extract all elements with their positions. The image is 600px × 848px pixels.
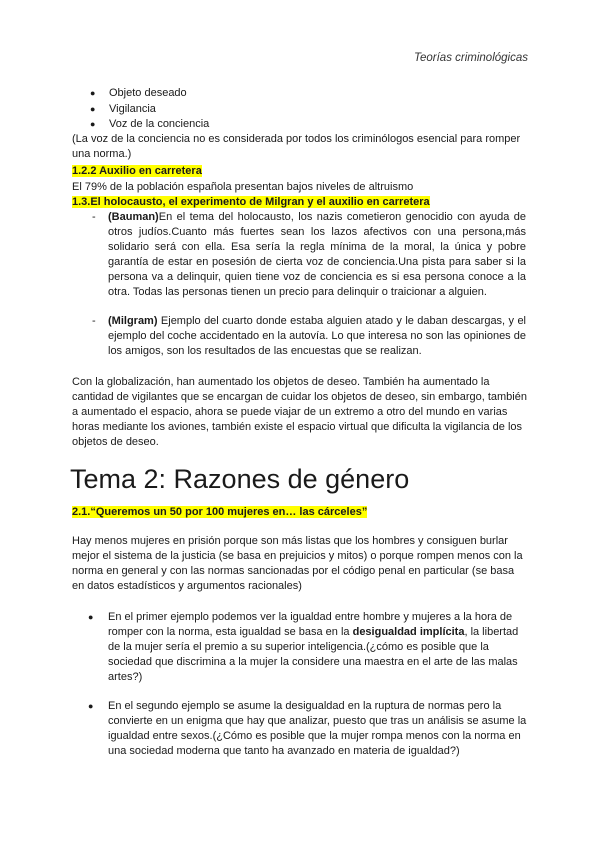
bullet-icon: ● [88,612,94,622]
bullet-icon: ● [90,88,96,98]
bauman-item: - (Bauman)En el tema del holocausto, los nazis cometieron genocidio con ayuda de otros judíos.Cuanto más fuertes sean los lazos afectivos con una persona,más solidario será con ella. Esa sería la regla mínima de la moral, la única y pobre garantía de estar en posesión de cierta voz de conciencia.Una pista para saber si la persona va a delinquir, quien tiene voz de conciencia es si esa persona conoce a la otra. Todas las personas tienen un precio para delinquir o traicionar a alguien. [92,211,526,298]
dash-marker: - [92,315,96,327]
bauman-label: (Bauman) [108,211,159,223]
bullet-icon: ● [90,103,96,114]
tema2-title: Tema 2: Razones de género [70,464,410,494]
list-item: ● Vigilancia [90,102,156,115]
altruism-statement: El 79% de la población española presentan bajos niveles de altruismo [72,181,414,193]
note-paragraph: (La voz de la conciencia no es considerada por todos los criminólogos esencial para romper una norma.) [72,133,521,160]
tema2-subheading: 2.1.“Queremos un 50 por 100 mujeres en… las cárceles” [72,506,368,518]
list-item: ● En el segundo ejemplo se asume la desigualdad en la ruptura de normas pero la convierte en un enigma que hay que analizar, puesto que tras un análisis se asume la igualdad entre sexos.(¿Cómo es posible que la mujer rompa menos con la norma en una sociedad moderna que tanto ha avanzado en materia de igualdad?) [88,700,527,757]
list-item: ● En el primer ejemplo podemos ver la igualdad entre hombre y mujeres a la hora de romper con la norma, esta igualdad se basa en la desigualdad implícita, la libertad de la mujer sería el premio a su superior inteligencia.(¿cómo es posible que la sociedad que discrimina a la mujer la considere una maestra en el arte de las malas artes?) [88,611,519,683]
list-item: ● Objeto deseado [90,87,187,99]
list-item: ● Voz de la conciencia [90,118,210,130]
milgram-label: (Milgram) [108,315,158,327]
emphasis-text: desigualdad implícita [352,626,465,638]
dash-marker: - [92,211,96,223]
section-heading-13: 1.3.El holocausto, el experimento de Milgran y el auxilio en carretera [72,196,430,208]
bullet-icon: ● [88,701,94,711]
milgram-item: - (Milgram) Ejemplo del cuarto donde estaba alguien atado y le daban descargas, y el ejemplo del coche accidentado en la autovía. Lo que interesa no son las opiniones de los amigos, son los resultados de las encuestas que se realizan. [92,315,526,357]
section-heading-122: 1.2.2 Auxilio en carretera [72,165,202,177]
bullet-icon: ● [90,119,96,129]
running-header: Teorías criminológicas [414,52,528,64]
factor-list [84,86,209,133]
globalization-paragraph: Con la globalización, han aumentado los objetos de deseo. También ha aumentado la cantidad de vigilantes que se encargan de cuidar los objetos de deseo, sin embargo, también a aumentado el espacio, ahora se puede viajar de un extremo a otro del mundo en varias horas mediante los aviones, también existe el espacio virtual que dificulta la vigilancia de los objetos de deseo. [72,376,527,448]
tema2-intro: Hay menos mujeres en prisión porque son más listas que los hombres y consiguen burlar mejor el sistema de la justicia (se basa en prejuicios y mitos) o porque rompen menos con la norma en general y con las normas sancionadas por el código penal en particular (se basa en datos estadísticos y argumentos racionales) [72,535,523,592]
